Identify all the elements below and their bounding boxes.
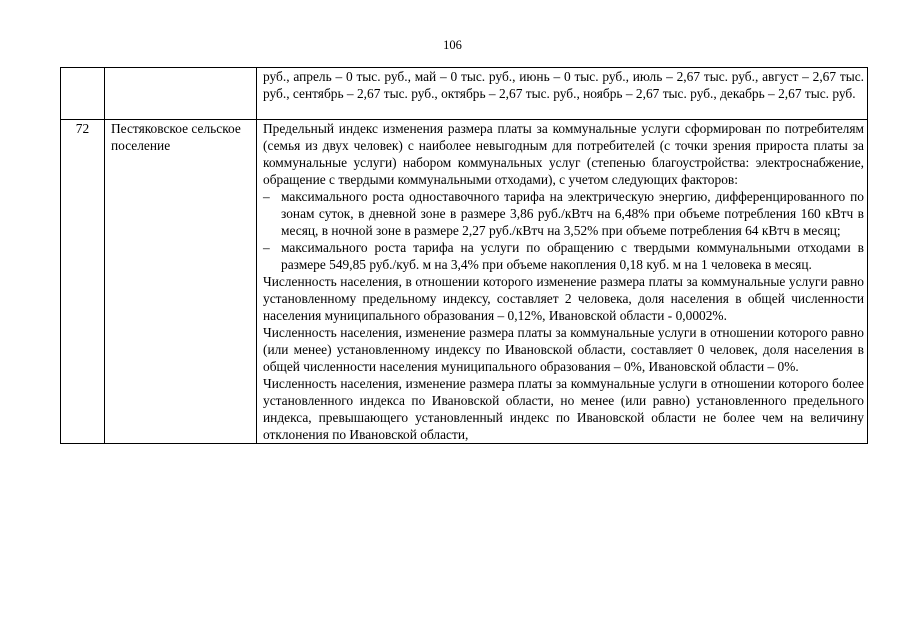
row-number-cell bbox=[61, 68, 105, 120]
factors-list bbox=[263, 188, 864, 273]
population-paragraph: Численность населения, изменение размера платы за коммунальные услуги в отношении которого равно (или менее) установленному индексу по Ивановской области, составляет 0 человек, доля населения в общей численности населения муниципального образования – 0%, Ивановской области – 0%. bbox=[263, 325, 864, 374]
factor-item bbox=[263, 188, 864, 239]
population-paragraph: Численность населения, изменение размера платы за коммунальные услуги в отношении которого более установленного индекса по Ивановской области, но менее (или равно) установленного предельного индекса, превышающего установленный индекс по Ивановской области не более чем на величину отклонения по Ивановской области, bbox=[263, 376, 864, 442]
intro-paragraph: Предельный индекс изменения размера платы за коммунальные услуги сформирован по потребителям (семья из двух человек) с наиболее невыгодным для потребителей (с точки зрения прироста платы за коммунальные услуги) набором коммунальных услуг (степенью благоустройства: электроснабжение, обращение с твердыми коммунальными отходами), с учетом следующих факторов: bbox=[263, 121, 864, 187]
municipality-name-cell: Пестяковское сельское поселение bbox=[105, 120, 257, 444]
continuation-text: руб., апрель – 0 тыс. руб., май – 0 тыс. руб., июнь – 0 тыс. руб., июль – 2,67 тыс. руб., август – 2,67 тыс. руб., сентябрь – 2,67 тыс. руб., октябрь – 2,67 тыс. руб., ноябрь – 2,67 тыс. руб., декабрь – 2,67 тыс. руб. bbox=[263, 69, 864, 101]
table-row-continuation bbox=[61, 68, 868, 120]
factor-text: максимального роста тарифа на услуги по обращению с твердыми коммунальными отходами в размере 549,85 руб./куб. м на 3,4% при объеме накопления 0,18 куб. м на 1 человека в месяц. bbox=[281, 240, 864, 272]
municipality-name-cell bbox=[105, 68, 257, 120]
population-paragraph: Численность населения, в отношении которого изменение размера платы за коммунальные услуги равно установленному предельному индексу, составляет 2 человека, доля населения в общей численности населения муниципального образования – 0,12%, Ивановской области - 0,0002%. bbox=[263, 274, 864, 323]
row-number-cell: 72 bbox=[61, 120, 105, 444]
document-table bbox=[60, 67, 868, 444]
dash-marker: – bbox=[263, 189, 270, 204]
page-number: 106 bbox=[443, 38, 462, 52]
description-cell bbox=[257, 120, 868, 444]
factor-item bbox=[263, 239, 864, 273]
dash-marker: – bbox=[263, 240, 270, 255]
table-row-72 bbox=[61, 120, 868, 444]
factor-text: максимального роста одноставочного тарифа на электрическую энергию, дифференцированного по зонам суток, в дневной зоне в размере 3,86 руб./кВтч на 6,48% при объеме потребления 160 кВтч в месяц, в ночной зоне в размере 2,27 руб./кВтч на 3,52% при объеме потребления 64 кВтч в месяц; bbox=[281, 189, 864, 238]
description-cell bbox=[257, 68, 868, 120]
